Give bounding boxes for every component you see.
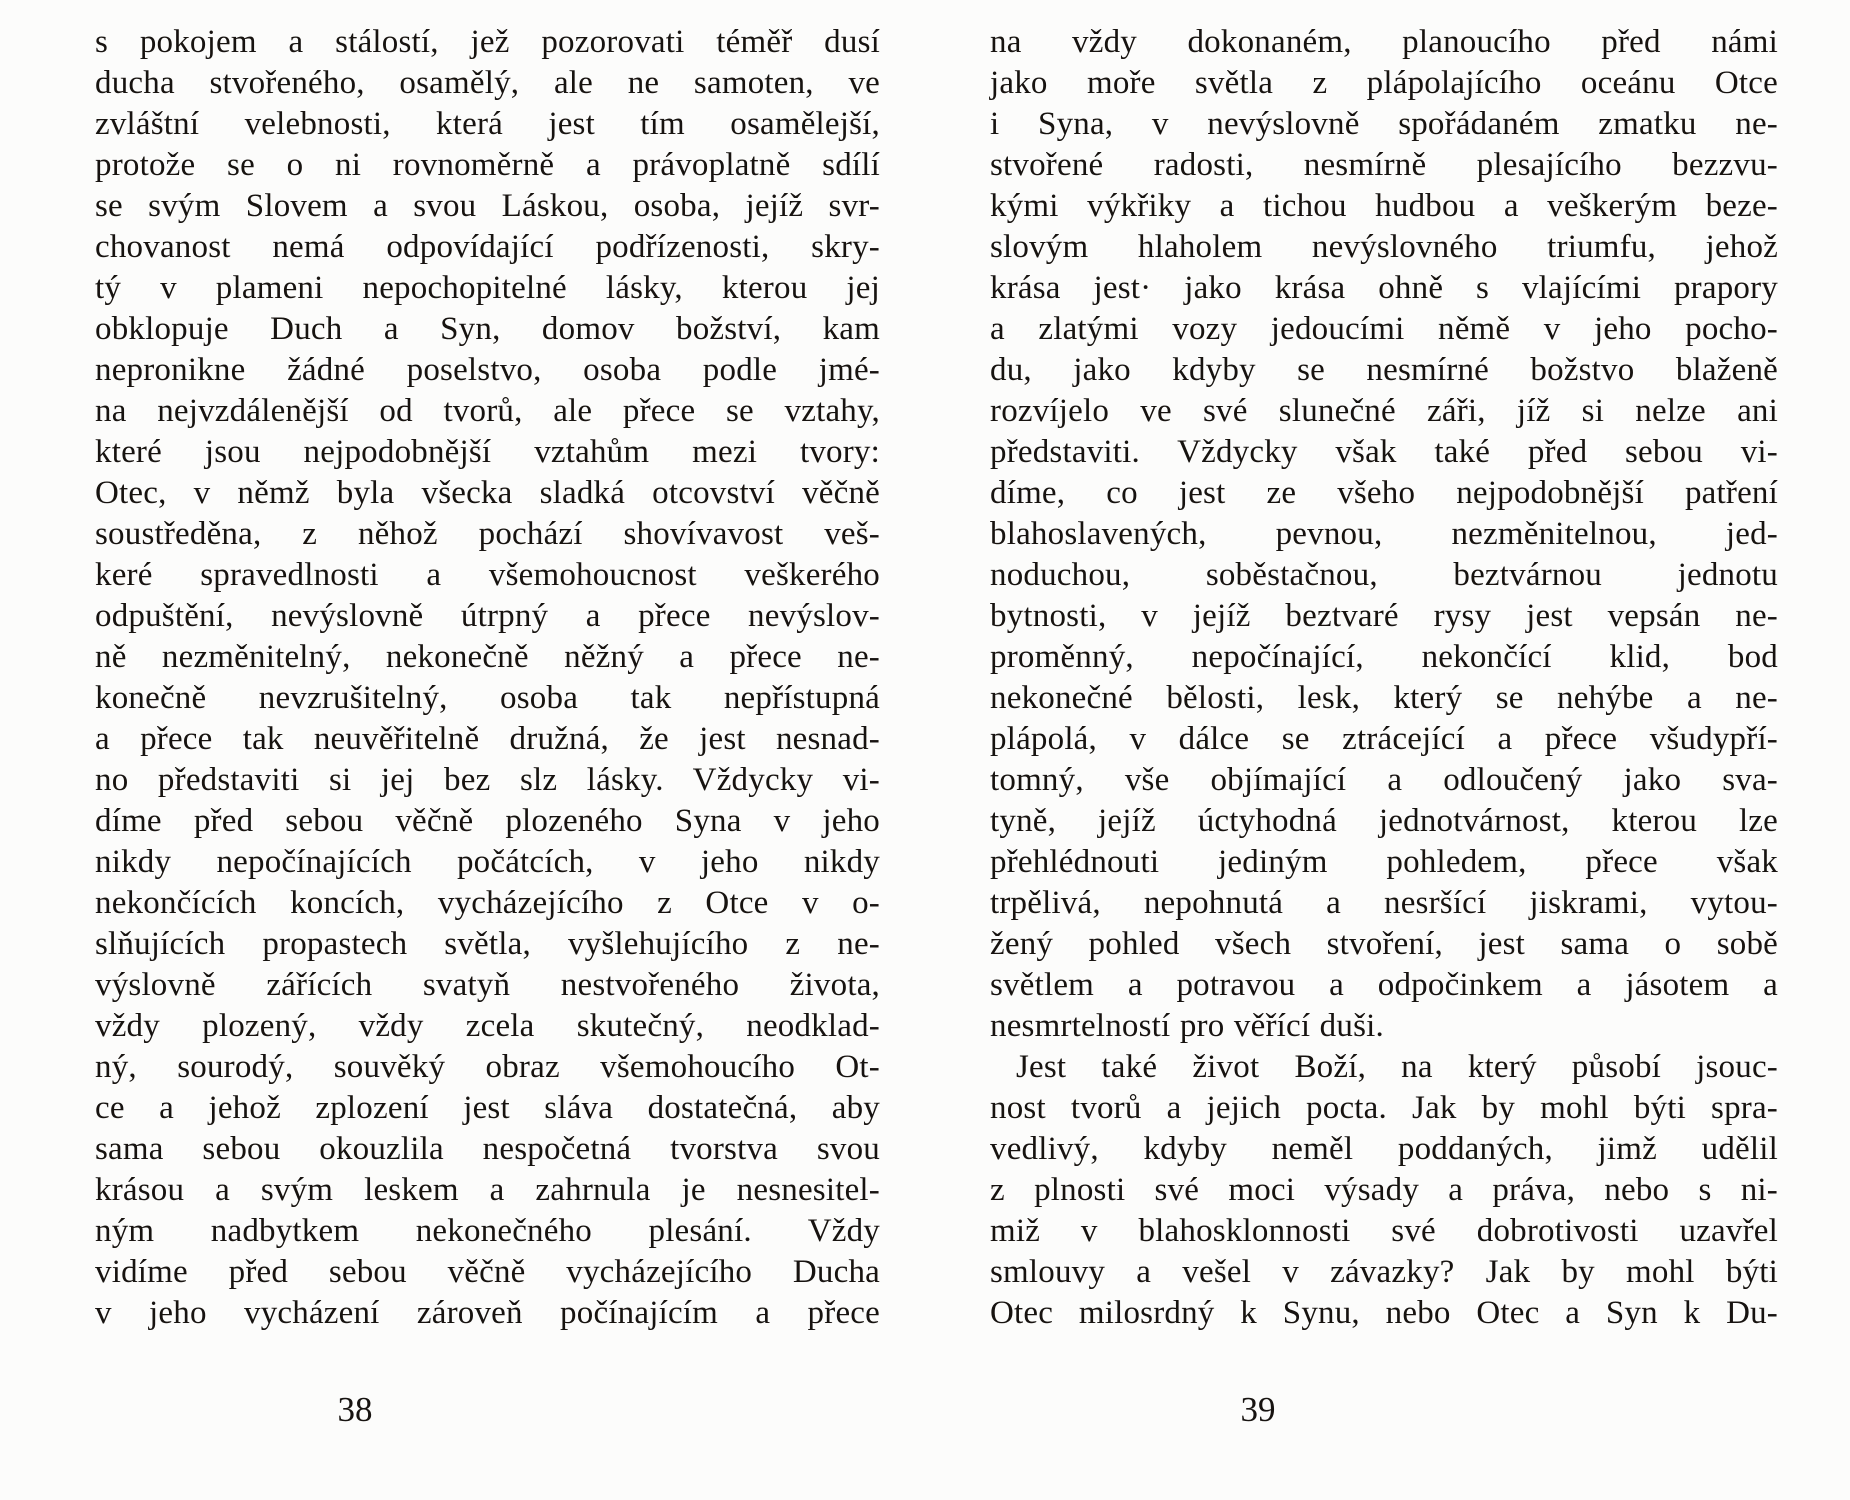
text-line: vždy plozený, vždy zcela skutečný, neodklad- [95,1008,880,1044]
text-line: ným nadbytkem nekonečného plesání. Vždy [95,1213,880,1249]
text-line: rozvíjelo ve své slunečné záři, jíž si nelze ani [990,393,1778,429]
text-line: sama sebou okouzlila nespočetná tvorstva svou [95,1131,880,1167]
text-line: Otec, v němž byla všecka sladká otcovství věčně [95,475,880,511]
text-line: slňujících propastech světla, vyšlehujícího z ne- [95,926,880,962]
text-line: zvláštní velebnosti, která jest tím osamělejší, [95,106,880,142]
text-line: protože se o ni rovnoměrně a právoplatně sdílí [95,147,880,183]
text-line: na vždy dokonaném, planoucího před námi [990,24,1778,60]
page-number-left: 38 [337,1390,373,1429]
text-line: tý v plameni nepochopitelné lásky, kterou jej [95,270,880,306]
text-line: díme před sebou věčně plozeného Syna v jeho [95,803,880,839]
text-line: nesmrtelností pro věřící duši. [990,1008,1384,1044]
text-line: ně nezměnitelný, nekonečně něžný a přece ne- [95,639,880,675]
text-line: i Syna, v nevýslovně spořádaném zmatku ne- [990,106,1778,142]
text-line: nepronikne žádné poselstvo, osoba podle jmé- [95,352,880,388]
text-line: soustředěna, z něhož pochází shovívavost veš- [95,516,880,552]
text-line: nekonečné bělosti, lesk, který se nehýbe a ne- [990,680,1778,716]
text-line: jako moře světla z plápolajícího oceánu Otce [990,65,1778,101]
text-line: smlouvy a vešel v závazky? Jak by mohl býti [990,1254,1778,1290]
text-line: ný, sourodý, souvěký obraz všemohoucího Ot- [95,1049,880,1085]
text-line: Jest také život Boží, na který působí jsouc- [1016,1049,1778,1085]
text-line: a zlatými vozy jedoucími němě v jeho pocho- [990,311,1778,347]
text-line: stvořené radosti, nesmírně plesajícího bezzvu- [990,147,1778,183]
text-line: nikdy nepočínajících počátcích, v jeho nikdy [95,844,880,880]
text-line: proměnný, nepočínající, nekončící klid, bod [990,639,1778,675]
text-line: tyně, jejíž úctyhodná jednotvárnost, kterou lze [990,803,1778,839]
text-line: konečně nevzrušitelný, osoba tak nepřístupná [95,680,880,716]
text-line: představiti. Vždycky však také před sebou vi- [990,434,1778,470]
text-line: s pokojem a stálostí, jež pozorovati téměř dusí [95,24,880,60]
page-number-right: 39 [1240,1390,1276,1429]
text-line: du, jako kdyby se nesmírné božstvo blaženě [990,352,1778,388]
text-line: krásou a svým leskem a zahrnula je nesnesitel- [95,1172,880,1208]
right-page-text-column [990,22,1778,1334]
text-line: tomný, vše objímající a odloučený jako sva- [990,762,1778,798]
text-line: vidíme před sebou věčně vycházejícího Ducha [95,1254,880,1290]
text-line: vedlivý, kdyby neměl poddaných, jimž udělil [990,1131,1778,1167]
text-line: a přece tak neuvěřitelně družná, že jest nesnad- [95,721,880,757]
text-line: nost tvorů a jejich pocta. Jak by mohl býti spra- [990,1090,1778,1126]
text-line: plápolá, v dálce se ztrácející a přece všudypří- [990,721,1778,757]
text-line: které jsou nejpodobnější vztahům mezi tvory: [95,434,880,470]
text-line: ce a jehož zplození jest sláva dostatečná, aby [95,1090,880,1126]
text-line: miž v blahosklonnosti své dobrotivosti uzavřel [990,1213,1778,1249]
text-line: obklopuje Duch a Syn, domov božství, kam [95,311,880,347]
text-line: žený pohled všech stvoření, jest sama o sobě [990,926,1778,962]
left-page-text-column [95,22,880,1334]
text-line: světlem a potravou a odpočinkem a jásotem a [990,967,1778,1003]
text-line: blahoslavených, pevnou, nezměnitelnou, jed- [990,516,1778,552]
text-line: díme, co jest ze všeho nejpodobnější patření [990,475,1778,511]
text-line: slovým hlaholem nevýslovného triumfu, jehož [990,229,1778,265]
text-line: noduchou, soběstačnou, beztvárnou jednotu [990,557,1778,593]
text-line: no představiti si jej bez slz lásky. Vždycky vi- [95,762,880,798]
text-line: krása jest· jako krása ohně s vlajícími prapory [990,270,1778,306]
text-line: na nejvzdálenější od tvorů, ale přece se vztahy, [95,393,880,429]
text-line: chovanost nemá odpovídající podřízenosti, skry- [95,229,880,265]
text-line: z plnosti své moci výsady a práva, nebo s ni- [990,1172,1778,1208]
text-line: ducha stvořeného, osamělý, ale ne samoten, ve [95,65,880,101]
text-line: trpělivá, nepohnutá a nesršící jiskrami, vytou- [990,885,1778,921]
text-line: nekončících koncích, vycházejícího z Otce v o- [95,885,880,921]
text-line: bytnosti, v jejíž beztvaré rysy jest vepsán ne- [990,598,1778,634]
text-line: kými výkřiky a tichou hudbou a veškerým beze- [990,188,1778,224]
text-line: odpuštění, nevýslovně útrpný a přece nevýslov- [95,598,880,634]
text-line: se svým Slovem a svou Láskou, osoba, jejíž svr- [95,188,880,224]
text-line: výslovně zářících svatyň nestvořeného života, [95,967,880,1003]
text-line: keré spravedlnosti a všemohoucnost veškerého [95,557,880,593]
text-line: přehlédnouti jediným pohledem, přece však [990,844,1778,880]
text-line: v jeho vycházení zároveň počínajícím a přece [95,1295,880,1331]
text-line: Otec milosrdný k Synu, nebo Otec a Syn k Du- [990,1295,1778,1331]
